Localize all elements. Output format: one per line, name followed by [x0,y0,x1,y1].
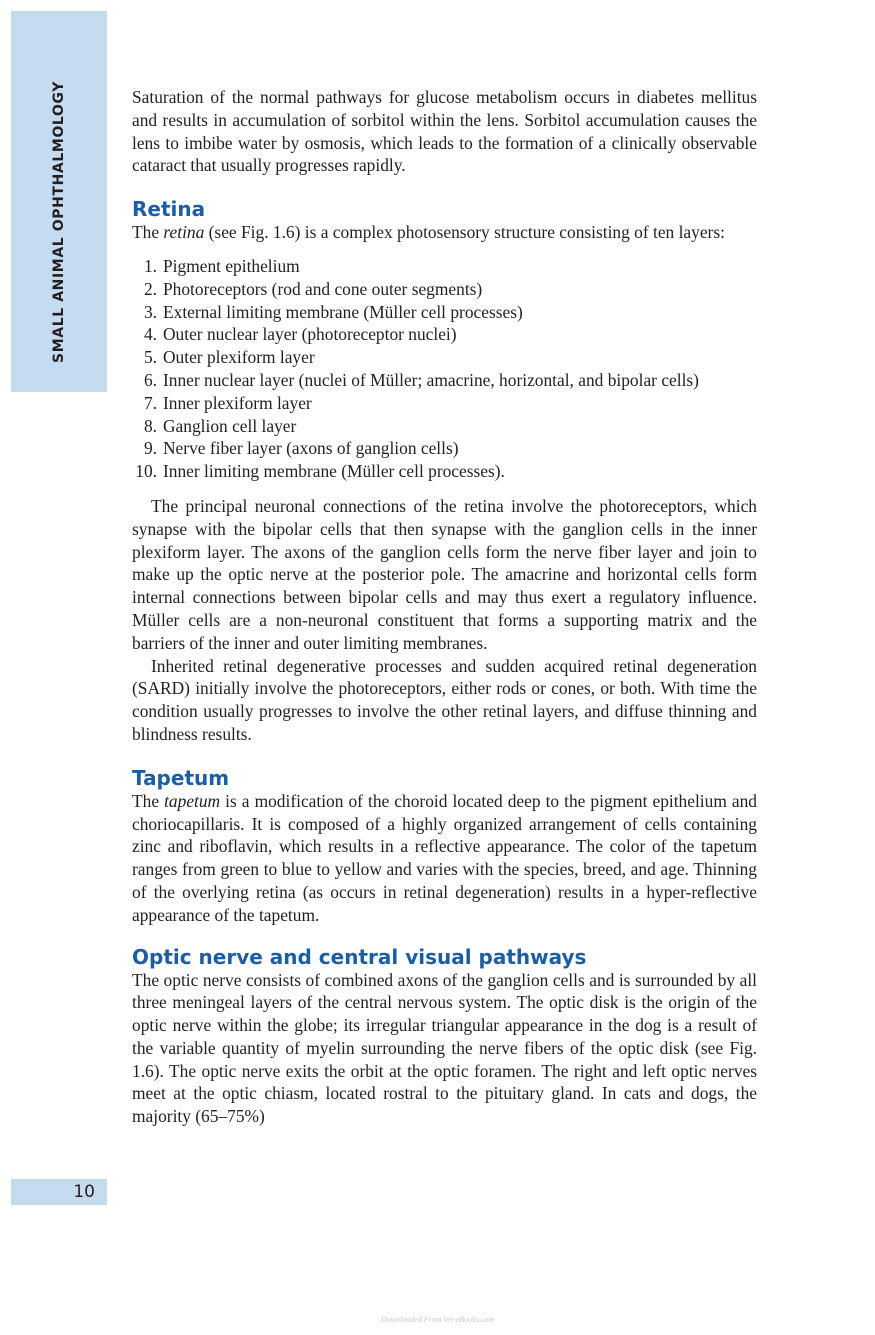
retina-layer-number: 7. [143,392,157,413]
retina-layers-list [132,255,757,483]
retina-layer-item [132,392,757,415]
footer-watermark: Downloaded From Vet-eBooks.com [380,1315,495,1324]
tapetum-paragraph: The tapetum is a modification of the choroid located deep to the pigment epithelium and choriocapillaris. It is composed of a highly organized arrangement of cells containing zinc and riboflavin, which results in a reflective appearance. The color of the tapetum ranges from green to blue to yellow and varies with the species, breed, and age. Thinning of the overlying retina (as occurs in retinal degeneration) results in a hyper-reflective appearance of the tapetum. [132,790,757,925]
page-number: 10 [73,1182,95,1202]
retina-paragraph-connections: The principal neuronal connections of the retina involve the photoreceptors, which synapse with the bipolar cells that then synapse with the ganglion cells in the inner plexiform layer. The axons of the ganglion cells form the nerve fiber layer and join to make up the optic nerve at the posterior pole. The amacrine and horizontal cells form internal connections between bipolar cells and may thus exert a regulatory influence. Müller cells are a non-neuronal constituent that forms a supporting matrix and the barriers of the inner and outer limiting membranes. [132,495,757,653]
retina-layer-text: Inner nuclear layer (nuclei of Müller; amacrine, horizontal, and bipolar cells) [163,369,699,390]
retina-layer-number: 3. [143,301,157,322]
retina-layer-text: Outer plexiform layer [163,347,315,368]
section-heading-optic-nerve: Optic nerve and central visual pathways [132,944,587,969]
retina-layer-text: Outer nuclear layer (photoreceptor nuclei) [163,324,457,345]
retina-layer-item [132,301,757,324]
page-body [132,86,757,1128]
retina-term: retina [163,222,205,243]
retina-layer-item [132,323,757,346]
page-number-tab [11,1179,107,1205]
retina-layer-text: Pigment epithelium [163,255,300,276]
retina-layer-item [132,255,757,278]
section-heading-tapetum: Tapetum [132,765,230,790]
intro-paragraph: Saturation of the normal pathways for glucose metabolism occurs in diabetes mellitus and results in accumulation of sorbitol within the lens. Sorbitol accumulation causes the lens to imbibe water by osmosis, which leads to the formation of a clinically observable cataract that usually progresses rapidly. [132,87,757,176]
retina-layer-text: Inner plexiform layer [163,392,312,413]
retina-layer-number: 8. [143,415,157,436]
retina-layer-number: 9. [143,438,157,459]
retina-layer-number: 10. [135,461,157,482]
section-heading-retina: Retina [132,197,206,222]
retina-layer-item [132,278,757,301]
retina-layer-text: External limiting membrane (Müller cell processes) [163,301,523,322]
retina-layer-item [132,415,757,438]
retina-paragraph-degeneration: Inherited retinal degenerative processes and sudden acquired retinal degeneration (SARD) initially involve the photoreceptors, either rods or cones, or both. With time the condition usually progresses to involve the other retinal layers, and diffuse thinning and blindness results. [132,655,757,744]
retina-layer-number: 2. [143,278,157,299]
retina-layer-text: Photoreceptors (rod and cone outer segments) [163,278,483,299]
retina-layer-text: Nerve fiber layer (axons of ganglion cells) [163,438,459,459]
optic-nerve-paragraph: The optic nerve consists of combined axons of the ganglion cells and is surrounded by all three meningeal layers of the central nervous system. The optic disk is the origin of the optic nerve within the globe; its irregular triangular appearance in the dog is a result of the variable quantity of myelin surrounding the nerve fibers of the optic disk (see Fig. 1.6). The optic nerve exits the orbit at the optic foramen. The right and left optic nerves meet at the optic chiasm, located rostral to the pituitary gland. In cats and dogs, the majority (65–75%) [132,969,757,1127]
retina-layer-item [132,346,757,369]
retina-layer-number: 6. [143,369,157,390]
retina-layer-item [132,369,757,392]
retina-layer-item [132,437,757,460]
retina-layer-item [132,460,757,483]
retina-layer-number: 1. [143,255,157,276]
retina-layer-number: 5. [143,347,157,368]
retina-layer-text: Ganglion cell layer [163,415,297,436]
retina-layer-number: 4. [143,324,157,345]
retina-layer-text: Inner limiting membrane (Müller cell processes). [163,461,505,482]
tapetum-term: tapetum [164,790,221,811]
retina-intro-paragraph: The retina (see Fig. 1.6) is a complex photosensory structure consisting of ten layers: [132,222,725,243]
running-title: SMALL ANIMAL OPHTHALMOLOGY [51,81,67,363]
